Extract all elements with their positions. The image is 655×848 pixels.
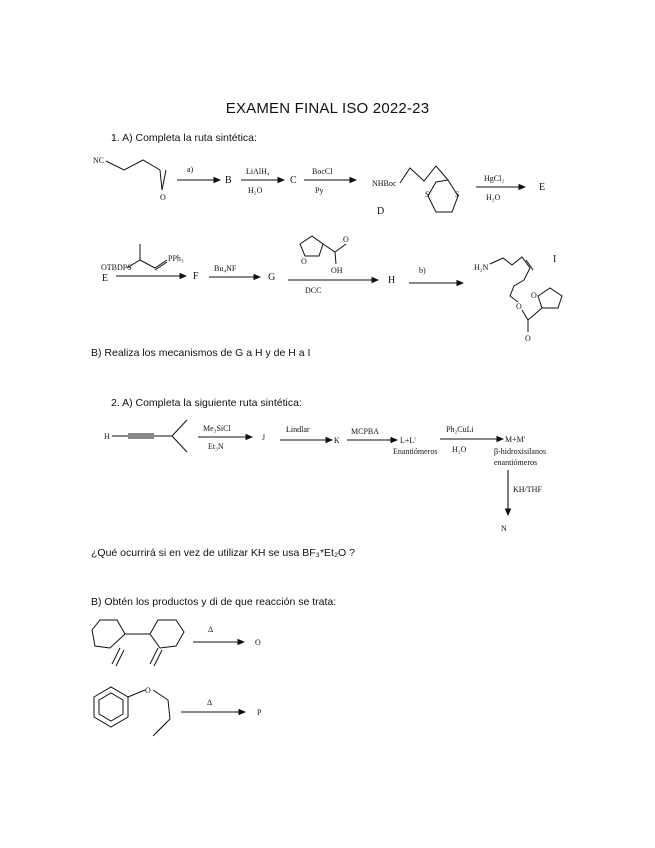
product-ester-chain bbox=[510, 280, 524, 302]
delta-2: Δ bbox=[207, 698, 213, 707]
furan-oxygen-1: O bbox=[301, 257, 307, 266]
question-1b: B) Realiza los mecanismos de G a H y de H a I bbox=[91, 347, 311, 359]
reagent-me3sicl: Me₃SiCl bbox=[203, 424, 231, 433]
ether-oxygen: O bbox=[145, 686, 151, 695]
compound-E: E bbox=[539, 182, 546, 193]
furan-oxygen-2: O bbox=[531, 291, 537, 300]
compound-P: P bbox=[257, 708, 262, 717]
reagent-kh-thf: KH/THF bbox=[513, 485, 542, 494]
compound-H: H bbox=[388, 275, 396, 286]
furan-link bbox=[528, 308, 542, 320]
aryl-o-bond bbox=[128, 690, 145, 697]
step-b-label: b) bbox=[419, 266, 426, 275]
compound-J: J bbox=[262, 433, 266, 442]
compound-C: C bbox=[290, 175, 297, 186]
alkyne-h: H bbox=[104, 432, 110, 441]
reagent-ph2culi: Ph₂CuLi bbox=[446, 425, 474, 434]
compound-I: I bbox=[553, 254, 557, 265]
exo-methylene-1b bbox=[116, 650, 124, 666]
compound-N: N bbox=[501, 524, 507, 533]
compound-O: O bbox=[255, 638, 261, 647]
reagent-dcc: DCC bbox=[305, 286, 322, 295]
sulfur-1: S bbox=[425, 190, 430, 199]
dithiane-chain bbox=[400, 166, 448, 183]
reagent-lialh4: LiAlH₄ bbox=[246, 167, 270, 176]
compounds-LL: L+L' bbox=[400, 436, 416, 445]
reagent-hgcl2: HgCl₂ bbox=[484, 174, 505, 183]
acid-carbonyl-o: O bbox=[343, 235, 349, 244]
reagent-bu4nf: Bu₄NF bbox=[214, 264, 237, 273]
amine-label: H₂N bbox=[474, 263, 489, 272]
compound-D: D bbox=[377, 206, 385, 217]
scheme-3 bbox=[104, 420, 546, 533]
compound-F: F bbox=[193, 271, 199, 282]
ester-carbonyl-o: O bbox=[525, 334, 531, 343]
scheme-2 bbox=[101, 235, 562, 343]
acid-oh: OH bbox=[331, 266, 343, 275]
exo-methylene-2a bbox=[150, 648, 158, 664]
reagent-lindlar: Lindlar bbox=[286, 425, 310, 434]
scheme-1 bbox=[93, 156, 545, 217]
isopropyl-2 bbox=[172, 436, 187, 452]
page-title: EXAMEN FINAL ISO 2022-23 bbox=[225, 100, 430, 117]
compounds-MM: M+M' bbox=[505, 435, 526, 444]
acid-chain bbox=[323, 244, 346, 252]
reagent-bocl: BocCl bbox=[312, 167, 333, 176]
cyclopentane-2 bbox=[150, 620, 184, 648]
exo-methylene-2b bbox=[154, 650, 162, 666]
nitrile-label: NC bbox=[93, 156, 105, 165]
reagent-water-3: H₂O bbox=[452, 445, 467, 454]
reagent-et3n: Et₃N bbox=[208, 442, 224, 451]
cyclopentane-1 bbox=[92, 620, 125, 648]
dithiane-ring bbox=[428, 180, 458, 212]
aldehyde-bond bbox=[162, 170, 166, 190]
reagent-mcpba: MCPBA bbox=[351, 427, 380, 436]
furan-ring-2 bbox=[538, 288, 562, 308]
question-2-extra: ¿Qué ocurrirá si en vez de utilizar KH se usa BF₃*Et₂O ? bbox=[91, 547, 355, 559]
compound-K: K bbox=[334, 436, 340, 445]
carbonyl-oxygen: O bbox=[160, 193, 166, 202]
compound-B: B bbox=[225, 175, 232, 186]
step-a-label: a) bbox=[187, 165, 194, 174]
furan-ring-1 bbox=[300, 236, 323, 256]
product-chain bbox=[490, 257, 530, 280]
reagent-water-1: H₂O bbox=[248, 186, 263, 195]
reagent-py: Py bbox=[315, 186, 324, 195]
enantiomers-note: Enantiómeros bbox=[393, 447, 438, 456]
beta-hydroxysilanes: β-hidroxisilanos bbox=[494, 447, 547, 456]
isopropyl-1 bbox=[172, 420, 187, 436]
starting-nitrile-chain bbox=[106, 160, 162, 190]
question-2b: B) Obtén los productos y di de que reacción se trata: bbox=[91, 596, 337, 608]
allyl-double-bond bbox=[153, 722, 167, 736]
ester-bond bbox=[522, 310, 528, 320]
reagent-water-2: H₂O bbox=[486, 193, 501, 202]
allyl-chain bbox=[153, 690, 170, 733]
scheme-4 bbox=[92, 620, 262, 736]
nhboc-label: NHBoc bbox=[372, 179, 397, 188]
compound-G: G bbox=[268, 272, 276, 283]
pph3-label: PPh₃ bbox=[168, 254, 184, 263]
delta-1: Δ bbox=[208, 625, 214, 634]
otbdps-label: OTBDPS bbox=[101, 263, 132, 272]
label-E: E bbox=[102, 273, 109, 284]
benzene-inner bbox=[99, 693, 123, 721]
question-2a: 2. A) Completa la siguiente ruta sintética: bbox=[111, 397, 302, 409]
ylide-chain-2 bbox=[140, 260, 167, 268]
enantiomers-note-2: enantiómeros bbox=[494, 458, 538, 467]
question-1a: 1. A) Completa la ruta sintética: bbox=[111, 132, 257, 144]
ester-oxygen: O bbox=[516, 302, 522, 311]
acid-oh-bond bbox=[335, 252, 336, 264]
ylide-double-bond bbox=[155, 262, 167, 270]
sulfur-2: S bbox=[455, 190, 460, 199]
exo-methylene-1a bbox=[112, 648, 120, 664]
